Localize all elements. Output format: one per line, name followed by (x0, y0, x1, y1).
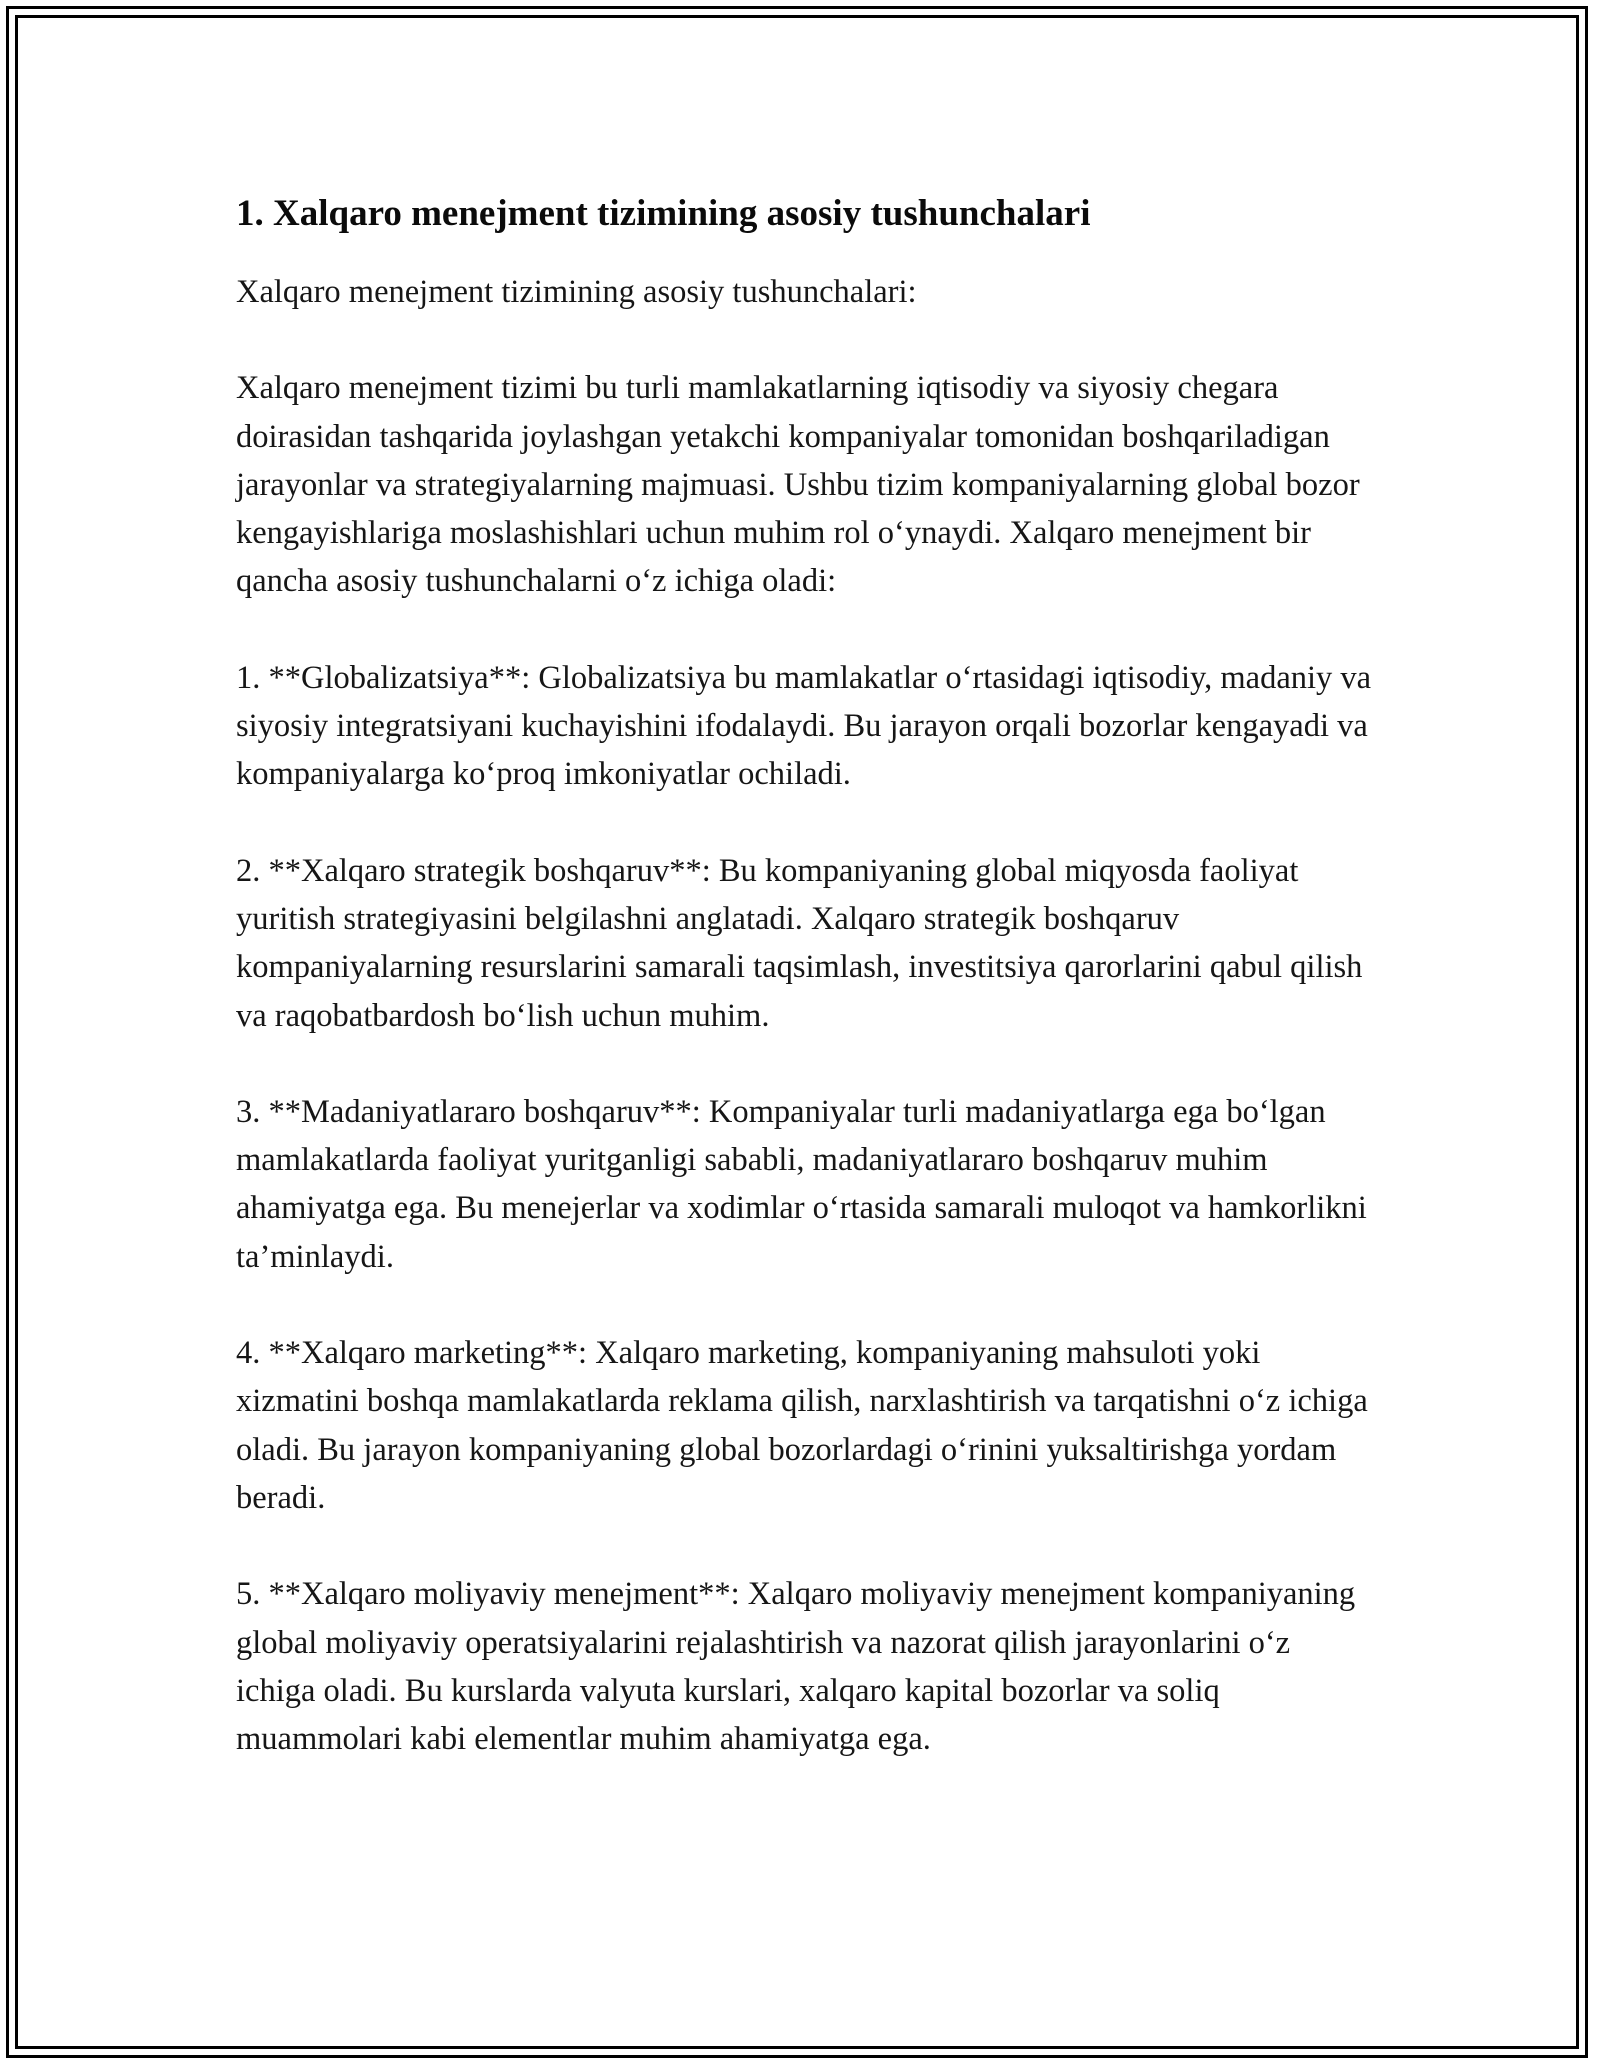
intro-paragraph: Xalqaro menejment tizimi bu turli mamlakatlarning iqtisodiy va siyosiy chegara doirasidan tashqarida joylashgan yetakchi kompaniyalar tomonidan boshqariladigan jarayonlar va strategiyalarning majmuasi. Ushbu tizim kompaniyalarning global bozor kengayishlariga moslashishlari uchun muhim rol o‘ynaydi. Xalqaro menejment bir qancha asosiy tushunchalarni o‘z ichiga oladi: (236, 370, 1360, 600)
document-title: 1. Xalqaro menejment tizimining asosiy tushunchalari (236, 193, 1091, 234)
intro-heading: Xalqaro menejment tizimining asosiy tushunchalari: (236, 274, 917, 310)
document-body (236, 188, 1376, 1811)
concept-globalization: 1. **Globalizatsiya**: Globalizatsiya bu mamlakatlar o‘rtasidagi iqtisodiy, madaniy va siyosiy integratsiyani kuchayishini ifodalaydi. Bu jarayon orqali bozorlar kengayadi va kompaniyalarga ko‘proq imkoniyatlar ochiladi. (236, 659, 1372, 793)
concept-international-marketing: 4. **Xalqaro marketing**: Xalqaro marketing, kompaniyaning mahsuloti yoki xizmatini boshqa mamlakatlarda reklama qilish, narxlashtirish va tarqatishni o‘z ichiga oladi. Bu jarayon kompaniyaning global bozorlardagi o‘rinini yuksaltirishga yordam beradi. (236, 1335, 1368, 1516)
concept-financial-management: 5. **Xalqaro moliyaviy menejment**: Xalqaro moliyaviy menejment kompaniyaning global moliyaviy operatsiyalarini rejalashtirish va nazorat qilish jarayonlarini o‘z ichiga oladi. Bu kurslarda valyuta kurslari, xalqaro kapital bozorlar va soliq muammolari kabi elementlar muhim ahamiyatga ega. (236, 1576, 1356, 1758)
concept-strategic-management: 2. **Xalqaro strategik boshqaruv**: Bu kompaniyaning global miqyosda faoliyat yuritish strategiyasini belgilashni anglatadi. Xalqaro strategik boshqaruv kompaniyalarning resurslarini samarali taqsimlash, investitsiya qarorlarini qabul qilish va raqobatbardosh bo‘lish uchun muhim. (236, 852, 1363, 1034)
concept-cross-cultural-management: 3. **Madaniyatlararo boshqaruv**: Kompaniyalar turli madaniyatlarga ega bo‘lgan mamlakatlarda faoliyat yuritganligi sababli, madaniyatlararo boshqaruv muhim ahamiyatga ega. Bu menejerlar va xodimlar o‘rtasida samarali muloqot va hamkorlikni ta’minlaydi. (236, 1093, 1367, 1275)
